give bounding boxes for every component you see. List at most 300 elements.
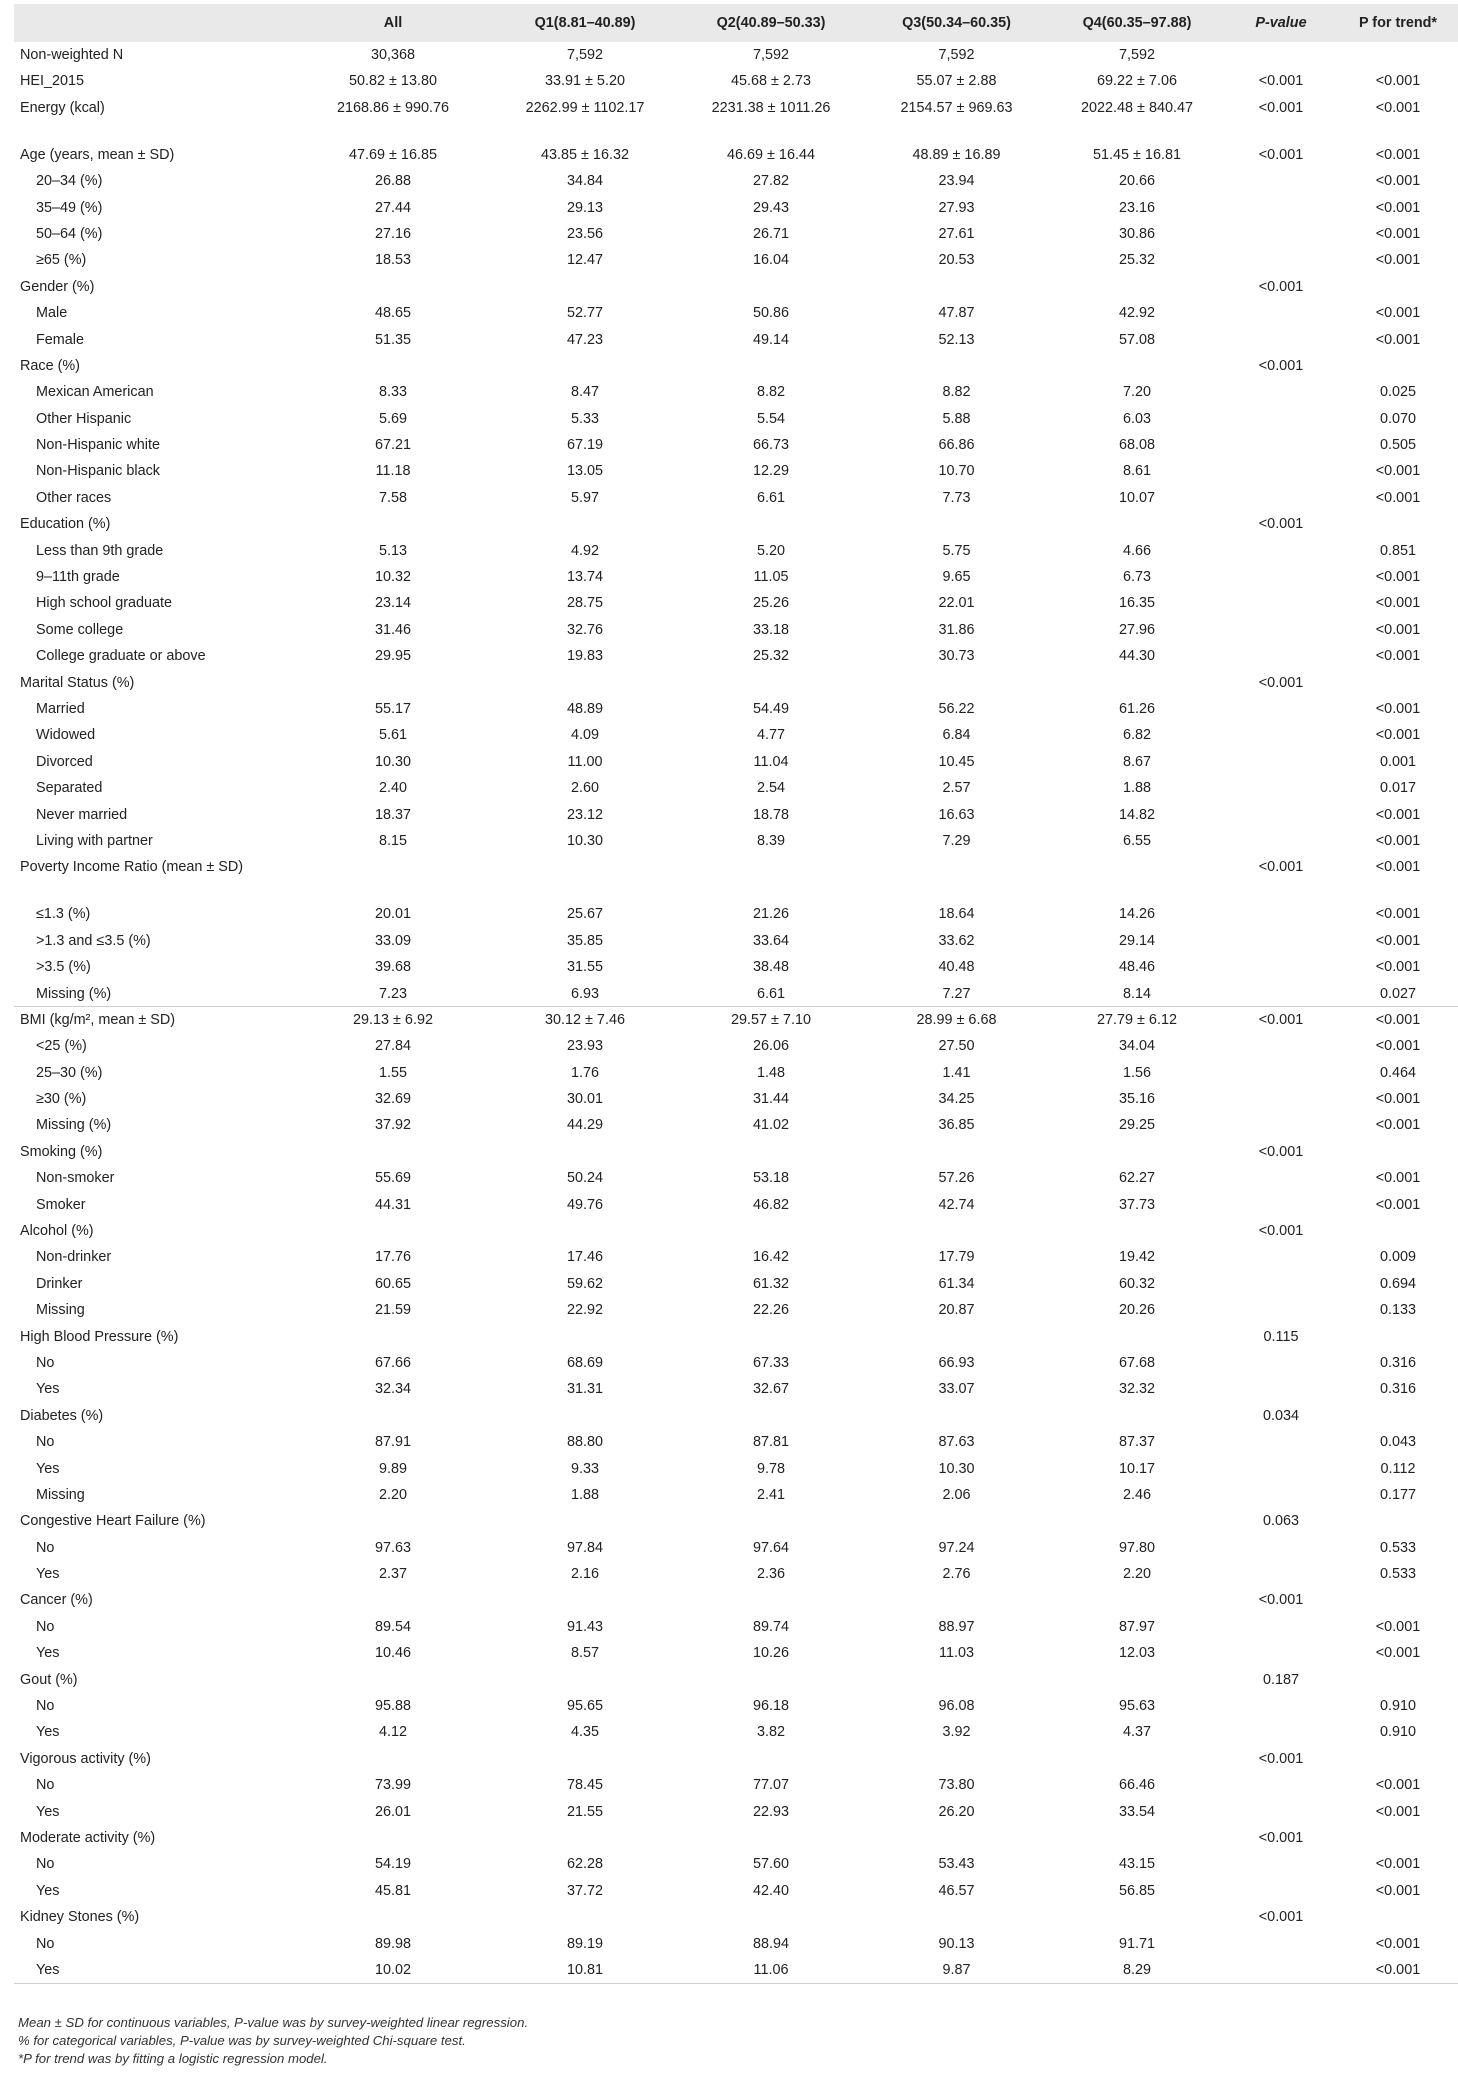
table-row [14,722,1458,748]
cell-q3: 16.63 [938,806,975,823]
header-q4: Q4(60.35–97.88) [1082,15,1192,31]
cell-p-trend: <0.001 [1336,1007,1458,1033]
cell-q3: 5.88 [942,410,971,427]
cell-all: 45.81 [374,1882,411,1899]
cell-p-trend: 0.316 [1379,1381,1416,1398]
cell-q2: 10.26 [752,1645,789,1662]
row-label: No [36,1698,55,1715]
row-label: >1.3 and ≤3.5 (%) [36,932,151,949]
cell-q2: 16.42 [752,1249,789,1266]
cell-q3: 10.70 [938,463,975,480]
cell-p-trend: 0.177 [1379,1486,1416,1503]
cell-q3: 22.01 [938,595,975,612]
cell-p-value [1226,538,1336,564]
cell-q2: 3.82 [756,1724,785,1741]
cell-q3: 47.87 [938,305,975,322]
cell-p-trend: <0.001 [1375,99,1421,116]
cell-p-value [1226,928,1336,954]
cell-q3 [865,1587,1048,1613]
cell-q3: 10.45 [938,753,975,770]
cell-p-value [1226,775,1336,801]
cell-p-trend: <0.001 [1375,1091,1421,1108]
cell-p-trend [1336,511,1458,537]
cell-p-trend: 0.694 [1379,1275,1416,1292]
cell-q4: 68.08 [1118,437,1155,454]
table-row [14,1007,1458,1033]
cell-p-trend: <0.001 [1375,932,1421,949]
row-label: 20–34 (%) [36,173,103,190]
table-body [14,42,1458,1983]
cell-q2: 7,592 [752,47,789,63]
cell-q2: 2.36 [756,1566,785,1583]
cell-all: 29.95 [374,648,411,665]
cell-q4: 97.80 [1118,1539,1155,1556]
cell-q4: 57.08 [1118,331,1155,348]
table-row [14,981,1458,1007]
cell-q3: 27.93 [938,199,975,216]
cell-q2 [677,1587,865,1613]
cell-q1 [493,274,677,300]
row-label: No [36,1935,55,1952]
cell-p-value [1226,1851,1336,1877]
cell-all: 17.76 [374,1249,411,1266]
cell-q3: 3.92 [942,1724,971,1741]
cell-p-value [1226,1165,1336,1191]
cell-all: 67.21 [374,437,411,454]
cell-q3: 53.43 [938,1856,975,1873]
cell-q3: 87.63 [938,1434,975,1451]
table-row [14,1904,1458,1930]
cell-q4: 14.82 [1118,806,1155,823]
cell-p-value [1226,954,1336,980]
cell-q1: 49.76 [566,1196,603,1213]
cell-q3: 26.20 [938,1803,975,1820]
row-label: ≥65 (%) [36,252,87,269]
cell-p-value [1226,1192,1336,1218]
cell-p-value [1226,643,1336,669]
cell-all: 9.89 [378,1460,407,1477]
cell-all: 7.23 [378,985,407,1002]
cell-q3: 1.41 [942,1064,971,1081]
cell-all: 32.34 [374,1381,411,1398]
cell-q2: 25.32 [752,648,789,665]
row-label: Moderate activity (%) [20,1830,156,1846]
table-row [14,928,1458,954]
cell-q2: 27.82 [752,173,789,190]
table-row [14,1297,1458,1323]
header-q1: Q1(8.81–40.89) [534,15,636,31]
row-label: ≥30 (%) [36,1091,87,1108]
cell-p-value [1226,1614,1336,1640]
footnote: *P for trend was by fitting a logistic regression model. [18,2051,328,2066]
row-label: Yes [36,1645,60,1662]
row-label: Smoking (%) [20,1143,103,1160]
cell-p-value [1226,1350,1336,1376]
cell-p-trend [1336,1403,1458,1429]
cell-q1: 34.84 [566,173,603,190]
cell-p-trend: 0.533 [1379,1539,1416,1556]
cell-q2: 46.82 [752,1196,789,1213]
row-label: 25–30 (%) [36,1064,103,1081]
cell-q1: 13.05 [566,463,603,480]
cell-p-trend: <0.001 [1375,621,1421,638]
cell-all: 60.65 [374,1275,411,1292]
table-row [14,168,1458,194]
cell-p-trend: <0.001 [1375,859,1421,876]
cell-p-trend: 0.316 [1379,1354,1416,1371]
cell-p-value: <0.001 [1258,1909,1304,1926]
cell-p-value: 0.034 [1262,1407,1299,1424]
cell-all [293,854,493,901]
cell-q3: 8.82 [942,384,971,401]
cell-q4: 7.20 [1122,384,1151,401]
cell-all [293,1218,493,1244]
cell-p-trend: 0.910 [1379,1724,1416,1741]
cell-p-value: <0.001 [1258,146,1304,163]
cell-q3 [865,1139,1048,1165]
row-label: Never married [36,806,128,823]
row-label: College graduate or above [36,648,206,665]
cell-p-value [1226,1271,1336,1297]
cell-p-value: 0.187 [1262,1671,1299,1688]
cell-q2 [677,1746,865,1772]
cell-p-value [1226,1719,1336,1745]
cell-q4 [1048,511,1226,537]
cell-all: 33.09 [374,932,411,949]
cell-q4: 14.26 [1118,906,1155,923]
table-row [14,1139,1458,1165]
cell-q4: 12.03 [1118,1645,1155,1662]
table-row [14,590,1458,616]
header-variable [14,4,293,42]
cell-q2: 31.44 [752,1091,789,1108]
row-label: Marital Status (%) [20,674,135,691]
cell-q1: 30.01 [566,1091,603,1108]
cell-all [293,1667,493,1693]
table-row [14,1482,1458,1508]
cell-q1: 1.88 [570,1486,599,1503]
cell-q4: 23.16 [1118,199,1155,216]
cell-q4 [1048,1403,1226,1429]
cell-all: 18.53 [374,252,411,269]
table-row [14,1086,1458,1112]
cell-q3 [865,854,1048,901]
cell-q4: 6.55 [1122,832,1151,849]
row-label: Vigorous activity (%) [20,1750,151,1767]
cell-all: 5.13 [378,542,407,559]
table-row [14,1693,1458,1719]
table-row [14,195,1458,221]
cell-q3: 56.22 [938,700,975,717]
cell-q4: 10.07 [1118,489,1155,506]
cell-q3: 2.57 [942,780,971,797]
cell-q4 [1048,1746,1226,1772]
cell-q1 [493,1904,677,1930]
table-row [14,1561,1458,1587]
cell-q3: 20.53 [938,252,975,269]
table-row [14,1667,1458,1693]
cell-q2: 4.77 [756,727,785,744]
cell-all: 2168.86 ± 990.76 [337,99,449,116]
cell-p-trend [1336,1218,1458,1244]
cell-q4: 42.92 [1118,305,1155,322]
cell-q1: 23.56 [566,225,603,242]
cell-q4: 2.20 [1122,1566,1151,1583]
cell-p-trend: <0.001 [1375,1117,1421,1134]
cell-q2: 22.26 [752,1302,789,1319]
cell-q1: 47.23 [566,331,603,348]
cell-p-value: 0.063 [1262,1513,1299,1530]
cell-q1: 10.30 [566,832,603,849]
cell-q1: 33.91 ± 5.20 [545,73,625,90]
row-label: Less than 9th grade [36,542,164,559]
cell-p-value: <0.001 [1258,859,1304,876]
cell-all: 18.37 [374,806,411,823]
cell-all: 47.69 ± 16.85 [349,146,437,163]
cell-p-trend: <0.001 [1375,463,1421,480]
cell-p-trend [1336,1667,1458,1693]
cell-p-trend [1336,274,1458,300]
cell-p-trend: <0.001 [1375,569,1421,586]
cell-p-trend: 0.009 [1379,1249,1416,1266]
table-row [14,1746,1458,1772]
baseline-characteristics-table [14,4,1458,1984]
cell-q1: 62.28 [566,1856,603,1873]
cell-q3: 96.08 [938,1698,975,1715]
cell-p-value [1226,828,1336,854]
cell-q4: 27.79 ± 6.12 [1048,1007,1226,1033]
cell-all: 37.92 [374,1117,411,1134]
row-label: Other races [36,489,112,506]
table-row [14,1112,1458,1138]
cell-q1: 9.33 [570,1460,599,1477]
cell-q1: 30.12 ± 7.46 [493,1007,677,1033]
cell-q1 [493,670,677,696]
cell-q4: 2.46 [1122,1486,1151,1503]
cell-all: 48.65 [374,305,411,322]
cell-q4: 8.29 [1048,1957,1226,1983]
cell-p-value [1226,1693,1336,1719]
row-label: No [36,1539,55,1556]
cell-p-value [1226,1376,1336,1402]
cell-q3: 88.97 [938,1618,975,1635]
cell-all: 26.88 [374,173,411,190]
cell-q2: 11.06 [677,1957,865,1983]
row-label: Gender (%) [20,278,95,295]
cell-p-value [1226,195,1336,221]
row-label: High school graduate [36,595,173,612]
row-label: Missing [36,1486,85,1503]
cell-q1: 88.80 [566,1434,603,1451]
cell-p-trend: <0.001 [1375,305,1421,322]
row-label: 9–11th grade [36,569,120,586]
table-row [14,1403,1458,1429]
row-label: 35–49 (%) [36,199,103,216]
cell-q3: 61.34 [938,1275,975,1292]
cell-q1: 67.19 [566,437,603,454]
cell-q4 [1048,1139,1226,1165]
cell-q3 [865,1825,1048,1851]
cell-all: 2.37 [378,1566,407,1583]
cell-q1: 35.85 [566,932,603,949]
cell-q2 [677,1508,865,1534]
row-label: No [36,1856,55,1873]
table-row [14,511,1458,537]
cell-p-value [1226,590,1336,616]
cell-q2: 6.61 [756,489,785,506]
row-label: Kidney Stones (%) [20,1909,140,1926]
cell-all: 87.91 [374,1434,411,1451]
cell-q2: 42.40 [752,1882,789,1899]
table-row [14,1957,1458,1983]
table-row [14,1825,1458,1851]
cell-q2: 6.61 [756,985,785,1002]
cell-q2: 29.57 ± 7.10 [677,1007,865,1033]
cell-p-trend: <0.001 [1375,648,1421,665]
cell-q1: 21.55 [566,1803,603,1820]
row-label: Congestive Heart Failure (%) [20,1513,206,1530]
cell-q3: 7,592 [938,47,975,63]
cell-q1 [493,1218,677,1244]
cell-all: 20.01 [374,906,411,923]
cell-q3: 11.03 [939,1645,974,1662]
table-row [14,379,1458,405]
cell-q1: 91.43 [566,1618,603,1635]
cell-q4 [1048,1218,1226,1244]
cell-q3: 7.27 [942,985,971,1002]
cell-all: 39.68 [374,959,411,976]
cell-q3: 2.76 [942,1566,971,1583]
header-p-value: P-value [1255,15,1307,31]
cell-all [293,1508,493,1534]
cell-p-value [1226,564,1336,590]
cell-q3 [865,1746,1048,1772]
row-label: HEI_2015 [20,73,85,90]
row-label: BMI (kg/m², mean ± SD) [14,1007,293,1033]
cell-p-value [1226,1878,1336,1904]
cell-q1: 89.19 [566,1935,603,1952]
cell-q1 [493,353,677,379]
row-label: Cancer (%) [20,1592,93,1609]
cell-q3: 23.94 [938,173,975,190]
cell-q3: 46.57 [938,1882,975,1899]
cell-q4 [1048,854,1226,901]
cell-p-value [1226,722,1336,748]
cell-q4: 16.35 [1118,595,1155,612]
cell-p-value [1226,42,1336,68]
row-label: Female [36,331,84,348]
cell-all: 97.63 [374,1539,411,1556]
cell-q4: 62.27 [1118,1170,1155,1187]
row-label: No [36,1777,55,1794]
cell-p-trend: 0.851 [1379,542,1416,559]
cell-q3: 66.86 [938,437,975,454]
table-row [14,432,1458,458]
cell-q4: 44.30 [1118,648,1155,665]
cell-q1: 5.97 [570,489,599,506]
row-label: Missing [36,1302,85,1319]
cell-all [293,670,493,696]
row-label: 50–64 (%) [36,225,103,242]
row-label: Living with partner [36,832,153,849]
cell-all: 26.01 [374,1803,411,1820]
cell-p-trend: <0.001 [1375,1038,1421,1055]
cell-p-value [1226,1112,1336,1138]
cell-q1: 2.16 [570,1566,599,1583]
cell-p-trend: <0.001 [1375,199,1421,216]
cell-q3: 9.87 [865,1957,1048,1983]
cell-q1 [493,854,677,901]
cell-p-value [1226,1482,1336,1508]
cell-q2 [677,1218,865,1244]
cell-all: 31.46 [374,621,411,638]
cell-p-value [1226,379,1336,405]
cell-q1: 95.65 [566,1698,603,1715]
cell-p-value [1226,1535,1336,1561]
row-label: Some college [36,621,124,638]
cell-q2: 87.81 [752,1434,789,1451]
cell-p-trend [1336,1825,1458,1851]
cell-q3 [865,670,1048,696]
cell-p-value: <0.001 [1226,1007,1336,1033]
cell-p-value: <0.001 [1258,1223,1304,1240]
cell-all: 30,368 [370,47,415,63]
cell-all: 7.58 [378,489,407,506]
table-row [14,617,1458,643]
table-row [14,643,1458,669]
cell-q2: 16.04 [752,252,789,269]
cell-q3: 90.13 [938,1935,975,1952]
cell-q4: 1.56 [1122,1064,1151,1081]
cell-p-value [1226,300,1336,326]
cell-p-value [1226,406,1336,432]
cell-q1: 52.77 [566,305,603,322]
cell-q3: 9.65 [942,569,971,586]
cell-q3: 30.73 [938,648,975,665]
cell-q2 [677,1904,865,1930]
cell-all [293,1904,493,1930]
cell-q3 [865,511,1048,537]
cell-q2: 2.41 [756,1486,785,1503]
cell-q2 [677,1324,865,1350]
cell-all: 4.12 [378,1724,407,1741]
cell-p-trend: 0.017 [1379,780,1416,797]
cell-q3: 6.84 [942,727,971,744]
cell-q4: 4.66 [1122,542,1151,559]
cell-p-value [1226,327,1336,353]
cell-p-value: <0.001 [1258,1592,1304,1609]
cell-p-value [1226,1931,1336,1957]
cell-p-value [1226,1297,1336,1323]
cell-q1: 7,592 [566,47,603,63]
cell-q1 [493,1825,677,1851]
table-row [14,1640,1458,1666]
cell-p-trend: <0.001 [1375,1777,1421,1794]
cell-q2: 46.69 ± 16.44 [727,146,815,163]
cell-p-trend [1336,1508,1458,1534]
cell-q3 [865,1667,1048,1693]
row-label: ≤1.3 (%) [36,906,91,923]
cell-q1: 8.57 [570,1645,599,1662]
cell-q1: 43.85 ± 16.32 [541,146,629,163]
cell-q4: 10.17 [1118,1460,1155,1477]
table-row [14,1271,1458,1297]
cell-q3 [865,274,1048,300]
cell-p-trend: <0.001 [1375,1645,1421,1662]
cell-all: 11.18 [375,463,411,480]
cell-p-trend: <0.001 [1375,959,1421,976]
cell-q1: 10.81 [493,1957,677,1983]
